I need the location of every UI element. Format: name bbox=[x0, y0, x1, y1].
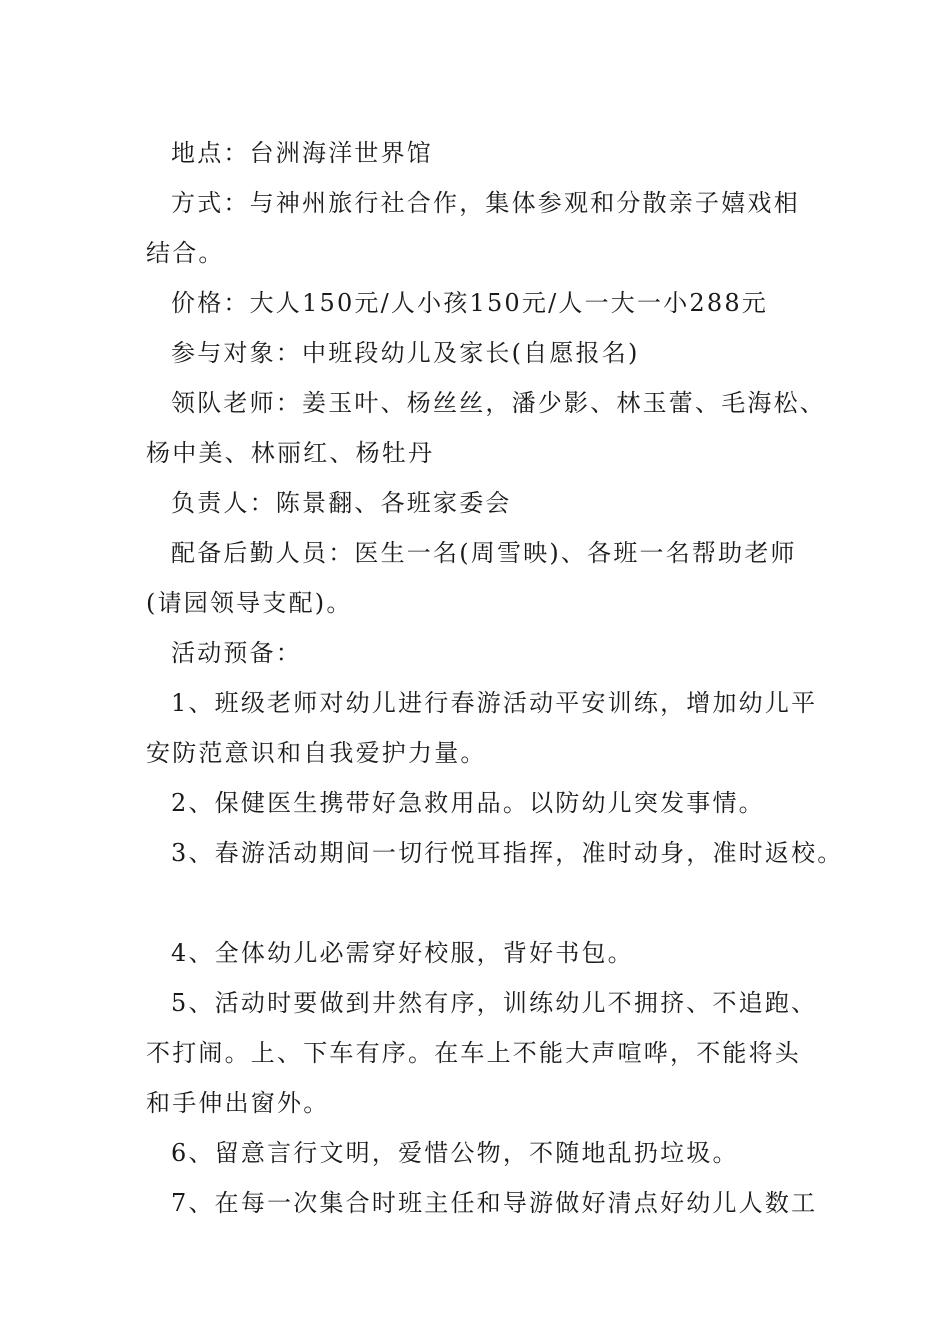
list-item-2: 2、保健医生携带好急救用品。以防幼儿突发事情。 bbox=[171, 789, 765, 817]
paragraph-logistics-cont: (请园领导支配)。 bbox=[146, 589, 353, 617]
list-item-3: 3、春游活动期间一切行悦耳指挥，准时动身，准时返校。 bbox=[171, 839, 844, 867]
list-item-5-cont-2: 和手伸出窗外。 bbox=[146, 1089, 330, 1117]
paragraph-responsible: 负责人：陈景翻、各班家委会 bbox=[171, 489, 512, 517]
list-item-5: 5、活动时要做到井然有序，训练幼儿不拥挤、不追跑、 bbox=[171, 989, 818, 1017]
paragraph-price: 价格：大人150元/人小孩150元/人一大一小288元 bbox=[171, 289, 768, 317]
paragraph-method-cont: 结合。 bbox=[146, 239, 225, 267]
list-item-4: 4、全体幼儿必需穿好校服，背好书包。 bbox=[171, 939, 634, 967]
heading-preparation: 活动预备： bbox=[171, 639, 302, 667]
paragraph-team-leaders: 领队老师：姜玉叶、杨丝丝，潘少影、林玉蕾、毛海松、 bbox=[171, 389, 826, 417]
list-item-1-cont: 安防范意识和自我爱护力量。 bbox=[146, 739, 487, 767]
list-item-7: 7、在每一次集合时班主任和导游做好清点好幼儿人数工 bbox=[171, 1189, 818, 1217]
paragraph-location: 地点：台洲海洋世界馆 bbox=[171, 139, 433, 167]
blank-line bbox=[146, 878, 836, 928]
list-item-1: 1、班级老师对幼儿进行春游活动平安训练，增加幼儿平 bbox=[171, 689, 818, 717]
paragraph-team-leaders-cont: 杨中美、林丽红、杨牡丹 bbox=[146, 439, 435, 467]
paragraph-method: 方式：与神州旅行社合作，集体参观和分散亲子嬉戏相 bbox=[171, 189, 800, 217]
document-body bbox=[146, 128, 844, 1228]
paragraph-logistics: 配备后勤人员：医生一名(周雪映)、各班一名帮助老师 bbox=[171, 539, 797, 567]
list-item-5-cont: 不打闹。上、下车有序。在车上不能大声喧哗，不能将头 bbox=[146, 1039, 801, 1067]
paragraph-participants: 参与对象：中班段幼儿及家长(自愿报名) bbox=[171, 339, 640, 367]
list-item-6: 6、留意言行文明，爱惜公物，不随地乱扔垃圾。 bbox=[171, 1139, 739, 1167]
